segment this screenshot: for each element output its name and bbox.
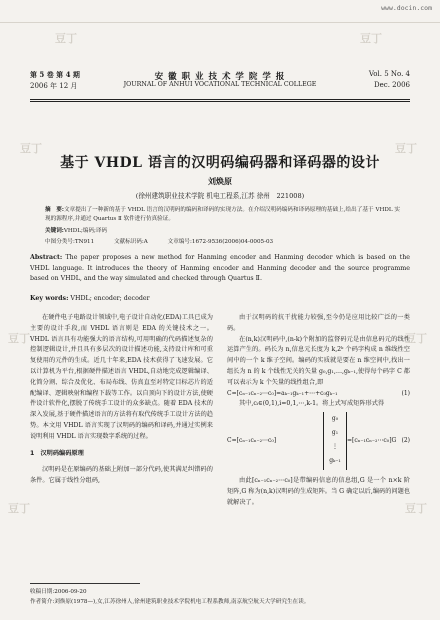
affiliation: (徐州建筑职业技术学院 机电工程系,江苏 徐州 221008) xyxy=(135,192,305,200)
watermark: 豆丁 xyxy=(8,332,30,345)
date-en: Dec. 2006 xyxy=(374,81,410,89)
keywords-en-label: Key words: xyxy=(30,295,69,302)
equation-1 xyxy=(227,389,410,400)
journal-name-en: JOURNAL OF ANHUI VOCATIONAL TECHNICAL COLLEGE xyxy=(123,81,317,88)
keywords-en-text: VHDL; encoder; decoder xyxy=(70,295,150,302)
footnote-rule xyxy=(30,583,140,584)
body-paragraph: 在硬件电子电路设计领域中,电子设计自动化(EDA)工具已成为主要的设计手段,而 VHDL 语言则是 EDA 的关键技术之一。VHDL 语言具有功能强大的语言结构,可用明确的代码描述复杂的控制逻辑设计,并且具有多层次的设计描述功能,支持设计库和可重复使用的元件的生成。近几十年来,EDA 技术获得了飞速发展。它以计算机为平台,根据硬件描述语言 VHDL,自动地完成逻辑编译、化简分割、综合及优化、布局布线、仿真直至对特定目标芯片的适配编译、逻辑映射和编程下载等工作。以自顶向下的设计方法,使硬件设计软件化,摆脱了传统手工设计的众多缺点。随着 EDA 技术的深入发展,基于硬件描述语言的方法将有取代传统手工设计方法的趋势。本文用 VHDL 语言实现了汉明码的编码和译码,并通过实例来说明利用 VHDL 语言实现数字系统的过程。 xyxy=(30,314,213,440)
abstract-en-label: Abstract: xyxy=(30,254,63,261)
keywords-cn xyxy=(45,226,400,234)
abstract-cn xyxy=(45,206,400,224)
abstract-cn-text: 文章提出了一种新的基于 VHDL 语言的汉明码的编码和译码的实现方法。在介绍汉明码编码和译码原理的基础上,给出了基于 VHDL 实现的源程序,并通过 Quartus Ⅱ 软件进行仿真验证。 xyxy=(45,207,400,222)
watermark: 豆丁 xyxy=(8,502,30,515)
body-paragraph: 汉明码是在原编码的基础上附加一部分代码,使其满足纠错码的条件。它属于线性分组码, xyxy=(30,466,213,485)
matrix-row: g₁ xyxy=(331,429,339,437)
date-cn: 2006 年 12 月 xyxy=(30,82,78,90)
matrix-row: g₀ xyxy=(331,415,339,423)
clc-number: 中图分类号:TN911 xyxy=(45,239,95,245)
footnote-author-bio: 作者简介:刘焕原(1978—),女,江苏徐州人,徐州建筑职业技术学院机电工程系教师,南京航空航天大学研究生在读。 xyxy=(30,599,310,605)
abstract-en-text: The paper proposes a new method for Hanming encoder and Hanming decoder which is based on the VHDL language. It introduces the theory of Hanming encoder and Hanming decoder and the source programme based on VHDL, and the way simulated and checked through Quartus Ⅱ. xyxy=(30,254,410,282)
keywords-cn-label: 关键词: xyxy=(45,228,64,234)
abstract-en xyxy=(30,253,410,285)
keywords-cn-text: VHDL;编码;译码 xyxy=(63,228,108,234)
journal-name-cn: 安 徽 职 业 技 术 学 院 学 报 xyxy=(154,72,286,82)
equation-1-expr: C=[cₙ₋₁cₙ₋₂⋯c₀]=aₖ₋₁gₖ₋₁+⋯+c₀gₖ₋₁ xyxy=(227,389,338,397)
matrix-row: ⋮ xyxy=(332,443,338,451)
header-rule xyxy=(30,99,410,100)
watermark: 豆丁 xyxy=(360,32,382,45)
paper-title: 基于 VHDL 语言的汉明码编码器和译码器的设计 xyxy=(60,155,380,171)
left-column xyxy=(30,313,213,487)
keywords-en xyxy=(30,295,410,302)
watermark: 豆丁 xyxy=(405,332,427,345)
document-code: 文献标识码:A xyxy=(113,239,148,245)
volume-en: Vol. 5 No. 4 xyxy=(368,70,410,78)
right-column xyxy=(227,313,410,509)
body-paragraph: 在(n,k)汉明码中,(n-k)个附加的监督码元是由信息码元的线性运算产生的。码长为 n,信息元长度为 k,2ᵏ 个码字构成 n 维线性空间中的一个 k 维子空间。编码的实质就是要在 n 维空间中,找出一组长为 n 的 k 个线性无关的矢量 g₀,g₁,…,gₖ₋₁,使得每个码字 C 都可以表示为 k 个矢量的线性组合,即 xyxy=(227,335,410,386)
matrix-row: gₖ₋₁ xyxy=(329,457,341,465)
section-heading: 1 汉明码编码原理 xyxy=(30,449,84,457)
equation-2-rhs: =[cₙ₋₁cₙ₋₂⋯c₀]G xyxy=(347,437,397,445)
equation-2 xyxy=(227,412,410,474)
viewer-top-bar xyxy=(0,0,440,23)
watermark: 豆丁 xyxy=(20,142,42,155)
equation-1-number: (1) xyxy=(401,389,410,397)
volume-cn: 第 5 卷 第 4 期 xyxy=(30,70,80,79)
equation-2-lhs: C=[cₙ₋₁cₙ₋₂⋯c₀] xyxy=(227,437,277,445)
watermark: 豆丁 xyxy=(395,142,417,155)
footnote-received: 收稿日期:2006-09-20 xyxy=(30,589,87,595)
site-url[interactable]: www.docin.com xyxy=(381,4,432,12)
header-rule xyxy=(30,101,410,102)
watermark: 豆丁 xyxy=(55,32,77,45)
article-number: 文章编号:1672-9536(2006)04-0005-03 xyxy=(167,239,274,245)
abstract-cn-label: 摘 要: xyxy=(45,207,64,213)
body-paragraph: 其中,cᵢ∈(0,1),i=0,1,⋯,k-1。将上式写成矩阵形式得 xyxy=(239,400,385,408)
generator-matrix-column xyxy=(323,412,347,470)
equation-2-number: (2) xyxy=(401,437,410,445)
author-name: 刘焕原 xyxy=(208,176,232,186)
classification-line xyxy=(45,237,400,245)
journal-header xyxy=(30,70,410,96)
watermark: 豆丁 xyxy=(405,502,427,515)
body-paragraph: 由于汉明码的抗干扰能力较强,至今仍是应用比较广泛的一类码。 xyxy=(227,314,410,332)
body-paragraph: 由此[cₙ₋₁cₙ₋₂⋯c₀]是带编码信息的信息组,G 是一个 n×k 阶矩阵,G 称为(n,k)汉明码的生成矩阵。当 G 确定以后,编码的问题也就解决了。 xyxy=(227,477,410,506)
